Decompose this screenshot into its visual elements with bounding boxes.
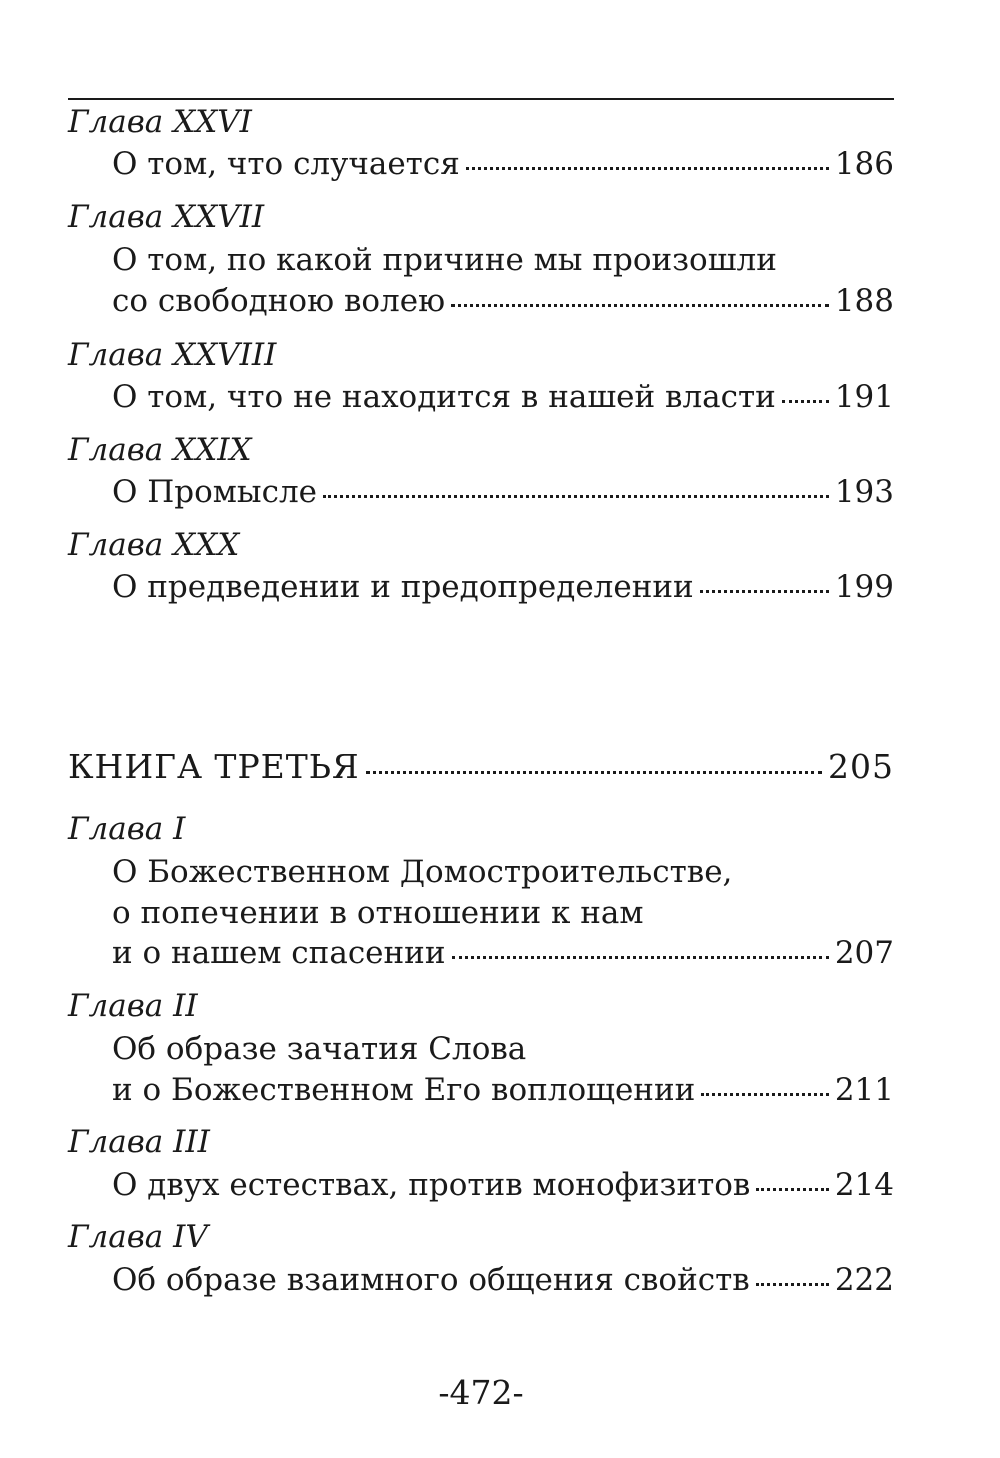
chapter-heading: Глава XXVI xyxy=(68,104,252,140)
top-rule xyxy=(68,98,894,100)
dot-leader xyxy=(756,1283,829,1286)
dot-leader xyxy=(756,1188,828,1191)
page-number: 222 xyxy=(834,1262,894,1298)
dot-leader xyxy=(700,590,829,593)
chapter-heading: Глава XXVII xyxy=(68,199,265,235)
entry-title-line: О Божественном Домостроительстве, xyxy=(112,854,733,890)
entry-title-line: О том, по какой причине мы произошли xyxy=(112,242,777,278)
page-number: 214 xyxy=(834,1167,894,1203)
chapter-heading: Глава I xyxy=(68,811,186,847)
chapter-heading: Глава XXIX xyxy=(68,432,252,468)
entry-title: О двух естествах, против монофизитов xyxy=(112,1167,751,1203)
page-number: 193 xyxy=(834,474,894,510)
entry-title: Об образе взаимного общения свойств xyxy=(112,1262,750,1298)
toc-entry xyxy=(112,1166,894,1204)
dot-leader xyxy=(451,304,829,307)
toc-entry xyxy=(112,1071,894,1109)
dot-leader xyxy=(782,400,829,403)
toc-entry xyxy=(112,568,894,606)
entry-title: О том, что случается xyxy=(112,146,460,182)
toc-entry xyxy=(112,934,894,972)
chapter-heading: Глава II xyxy=(68,988,198,1024)
page-number: 207 xyxy=(834,935,894,971)
page-number: 186 xyxy=(834,146,894,182)
toc-entry xyxy=(112,473,894,511)
toc-page xyxy=(68,0,894,1458)
toc-entry xyxy=(112,145,894,183)
entry-title: и о Божественном Его воплощении xyxy=(112,1072,696,1108)
toc-entry xyxy=(112,282,894,320)
page-number: 188 xyxy=(834,283,894,319)
page-number: 199 xyxy=(834,569,894,605)
dot-leader xyxy=(323,495,829,498)
toc-entry xyxy=(112,1261,894,1299)
entry-title-line: о попечении в отношении к нам xyxy=(112,895,644,931)
chapter-heading: Глава XXVIII xyxy=(68,337,277,373)
entry-title: и о нашем спасении xyxy=(112,935,446,971)
entry-title: со свободною волею xyxy=(112,283,446,319)
page-folio: -472- xyxy=(438,1373,524,1412)
chapter-heading: Глава XXX xyxy=(68,527,240,563)
page-number: 211 xyxy=(834,1072,894,1108)
toc-entry xyxy=(112,378,894,416)
dot-leader xyxy=(466,167,829,170)
chapter-heading: Глава IV xyxy=(68,1219,208,1255)
dot-leader xyxy=(701,1093,829,1096)
book-entry xyxy=(68,748,894,786)
page-number: 191 xyxy=(834,379,894,415)
entry-title: О Промысле xyxy=(112,474,317,510)
dot-leader xyxy=(366,771,822,774)
entry-title-line: Об образе зачатия Слова xyxy=(112,1031,527,1067)
entry-title: О том, что не находится в нашей власти xyxy=(112,379,776,415)
entry-title: О предведении и предопределении xyxy=(112,569,694,605)
chapter-heading: Глава III xyxy=(68,1124,210,1160)
page-number: 205 xyxy=(828,747,894,786)
book-title: КНИГА ТРЕТЬЯ xyxy=(68,747,360,786)
dot-leader xyxy=(452,956,829,959)
